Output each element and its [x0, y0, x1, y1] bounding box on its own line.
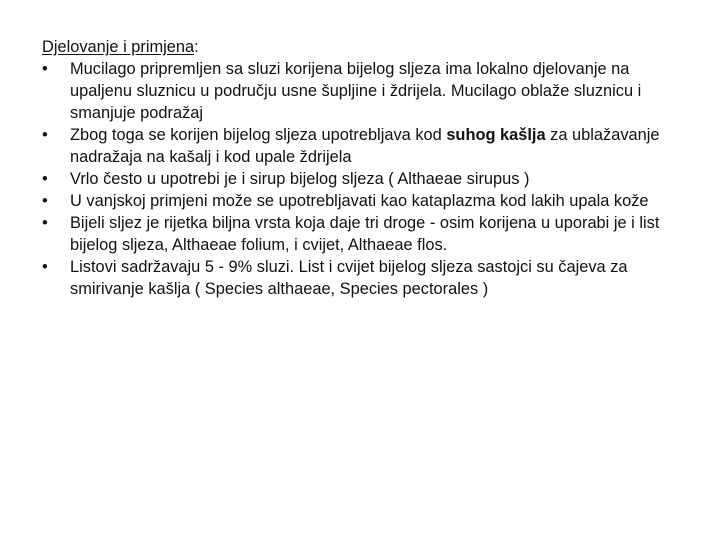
bullet-text: Mucilago pripremljen sa sluzi korijena bijelog sljeza ima lokalno djelovanje na upaljenu sluznicu u području usne šupljine i ždrijela. Mucilago oblaže sluznicu i smanjuje podražaj	[70, 60, 642, 122]
section-heading-colon: :	[194, 38, 199, 56]
bullet-dot-icon: •	[42, 214, 48, 232]
bullet-dot-icon: •	[42, 60, 48, 78]
bullet-text: Vrlo često u upotrebi je i sirup bijelog sljeza ( Althaeae sirupus )	[70, 170, 530, 188]
bullet-text-after: za ublažavanje nadražaja na kašalj i kod upale ždrijela	[70, 126, 660, 166]
bullet-item-suhog-kaslja	[42, 124, 692, 168]
bullet-text: Listovi sadržavaju 5 - 9% sluzi. List i cvijet bijelog sljeza sastojci su čajeva za smirivanje kašlja ( Species althaeae, Species pectorales )	[70, 258, 628, 298]
bullet-item-listovi	[42, 256, 692, 300]
bullet-text: Bijeli sljez je rijetka biljna vrsta koja daje tri droge - osim korijena u uporabi je i list bijelog sljeza, Althaeae folium, i cvijet, Althaeae flos.	[70, 214, 660, 254]
bullet-list	[42, 58, 692, 300]
bullet-dot-icon: •	[42, 170, 48, 188]
section-heading-text: Djelovanje i primjena	[42, 38, 195, 56]
bullet-item-tri-droge	[42, 212, 692, 256]
bullet-item-kataplazma	[42, 190, 692, 212]
bullet-text: U vanjskoj primjeni može se upotrebljavati kao kataplazma kod lakih upala kože	[70, 192, 649, 210]
section-heading	[42, 36, 692, 58]
bullet-dot-icon: •	[42, 126, 48, 144]
slide-content	[42, 36, 692, 300]
bullet-text-before: Zbog toga se korijen bijelog sljeza upotrebljava kod	[70, 126, 447, 144]
bullet-dot-icon: •	[42, 258, 48, 276]
bullet-dot-icon: •	[42, 192, 48, 210]
bullet-text-bold: suhog kašlja	[446, 126, 546, 144]
bullet-item-sirup	[42, 168, 692, 190]
bullet-item-mucilago	[42, 58, 692, 124]
